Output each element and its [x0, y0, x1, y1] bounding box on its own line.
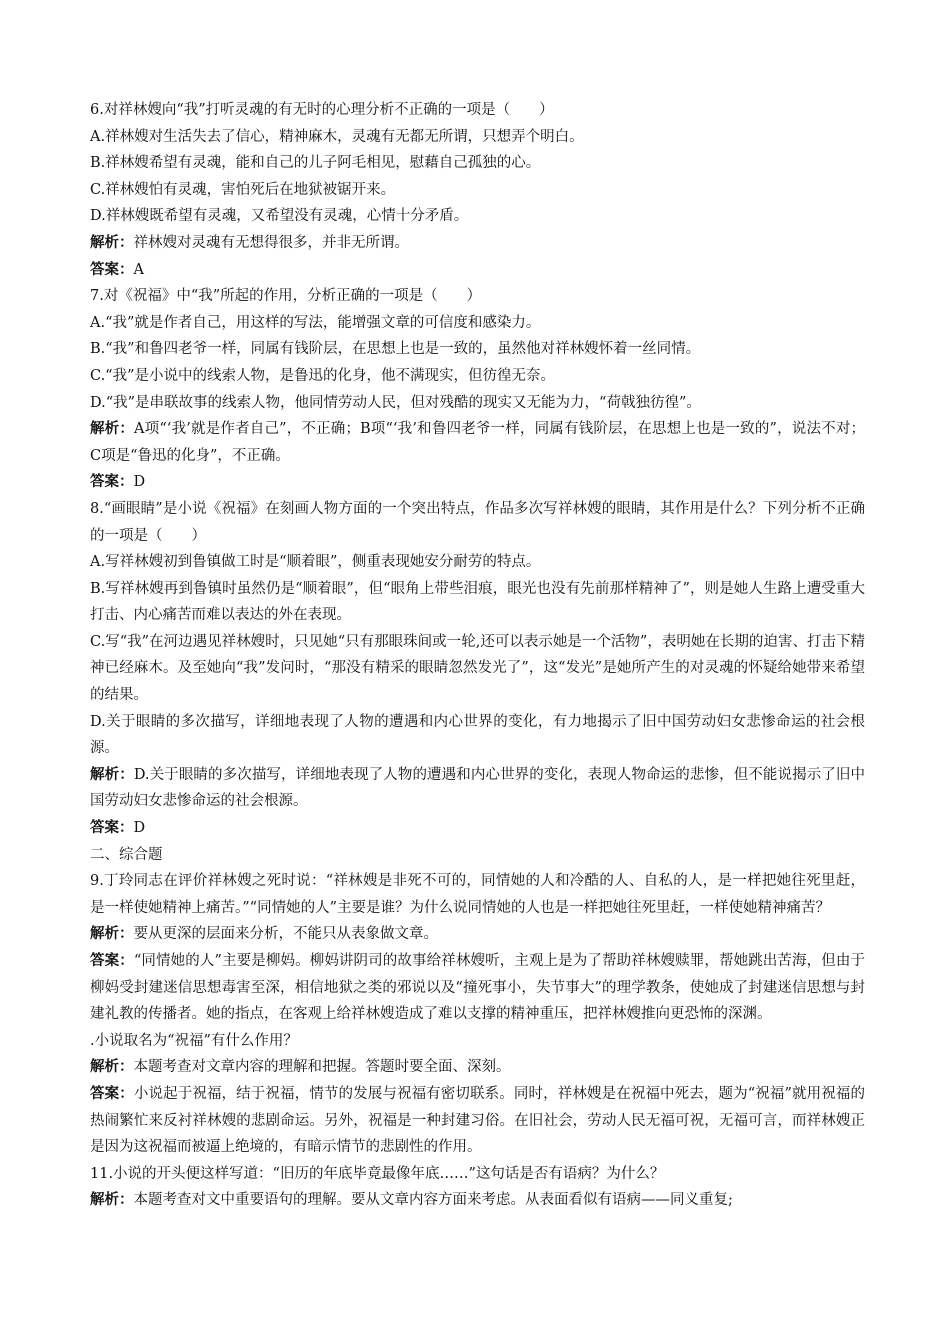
q10-answer-text: 小说起于祝福，结于祝福，情节的发展与祝福有密切联系。同时，祥林嫂是在祝福中死去，题为“祝福”就用祝福的热闹繁忙来反衬祥林嫂的悲剧命运。另外，祝福是一种封建习俗。在旧社会，劳动人民无福可祝，无福可言，而祥林嫂正是因为这祝福而被逼上绝境的，有暗示情节的悲剧性的作用。: [90, 1085, 866, 1156]
q11-analysis: [90, 1187, 865, 1214]
q6-answer: [90, 257, 865, 284]
q7-option-b: B.“我”和鲁四老爷一样，同属有钱阶层，在思想上也是一致的，虽然他对祥林嫂怀着一丝同情。: [90, 341, 701, 358]
q10-analysis: [90, 1054, 865, 1081]
q10-answer: [90, 1081, 865, 1161]
q8-option-b: B.写祥林嫂再到鲁镇时虽然仍是“顺着眼”，但“眼角上带些泪痕，眼光也没有先前那样精神了”，则是她人生路上遭受重大打击、内心痛苦而难以表达的外在表现。: [90, 580, 865, 624]
q8-analysis-text: D.关于眼睛的多次描写，详细地表现了人物的遭遇和内心世界的变化，表现人物命运的悲惨，但不能说揭示了旧中国劳动妇女悲惨命运的社会根源。: [90, 766, 866, 810]
q7-stem: 7.对《祝福》中“我”所起的作用，分析正确的一项是（ ）: [90, 288, 482, 305]
q6-option-c: C.祥林嫂怕有灵魂，害怕死后在地狱被锯开来。: [90, 181, 396, 198]
q6-analysis-text: 祥林嫂对灵魂有无想得很多，并非无所谓。: [133, 234, 409, 251]
answer-label: 答案：: [90, 820, 134, 837]
answer-label: 答案：: [90, 1085, 134, 1102]
q7-answer-text: D: [133, 474, 146, 491]
answer-label: 答案：: [90, 953, 134, 969]
q6-option-b: B.祥林嫂希望有灵魂，能和自己的儿子阿毛相见，慰藉自己孤独的心。: [90, 155, 541, 172]
analysis-label: 解析：: [90, 1059, 134, 1076]
analysis-label: 解析：: [90, 926, 134, 943]
answer-label: 答案：: [90, 474, 134, 491]
q9-analysis: [90, 921, 865, 948]
q7-option-c: C.“我”是小说中的线索人物，是鲁迅的化身，他不满现实，但彷徨无奈。: [90, 367, 556, 384]
document-page: [90, 97, 865, 1214]
q6-option-a: A.祥林嫂对生活失去了信心，精神麻木，灵魂有无都无所谓，只想弄个明白。: [90, 128, 584, 145]
q7-answer: [90, 469, 865, 496]
q6-answer-text: A: [133, 261, 144, 278]
q8-stem: 8.“画眼睛”是小说《祝福》在刻画人物方面的一个突出特点，作品多次写祥林嫂的眼睛，其作用是什么？下列分析不正确的一项是（ ）: [90, 500, 865, 544]
q8-analysis: [90, 762, 865, 815]
q9-stem: 9.丁玲同志在评价祥林嫂之死时说：“祥林嫂是非死不可的，同情她的人和冷酷的人、自私的人，是一样把她往死里赶，是一样使她精神上痛苦。”“同情她的人”主要是谁？为什么说同情她的人也是一样把她往死里赶，一样使她精神痛苦？: [90, 873, 865, 916]
q8-option-a: A.写祥林嫂初到鲁镇做工时是“顺着眼”，侧重表现她安分耐劳的特点。: [90, 554, 541, 571]
q8-answer: [90, 815, 865, 842]
q8-answer-text: D: [133, 820, 146, 837]
analysis-label: 解析：: [90, 234, 134, 251]
q7-option-a: A.“我”就是作者自己，用这样的写法，能增强文章的可信度和感染力。: [90, 314, 541, 331]
q10-analysis-text: 本题考查对文章内容的理解和把握。答题时要全面、深刻。: [133, 1059, 511, 1076]
q6-analysis: [90, 230, 865, 257]
answer-label: 答案：: [90, 261, 134, 278]
q9-analysis-text: 要从更深的层面来分析，不能只从表象做文章。: [133, 926, 438, 943]
q8-option-d: D.关于眼睛的多次描写，详细地表现了人物的遭遇和内心世界的变化，有力地揭示了旧中国劳动妇女悲惨命运的社会根源。: [90, 713, 865, 757]
analysis-label: 解析：: [90, 766, 134, 783]
q10-stem: .小说取名为“祝福”有什么作用？: [90, 1032, 298, 1049]
q9-answer: [90, 948, 865, 1028]
q7-option-d: D.“我”是串联故事的线索人物，他同情劳动人民，但对残酷的现实又无能为力，“荷戟独彷徨”。: [90, 394, 701, 411]
analysis-label: 解析：: [90, 1192, 134, 1209]
q11-analysis-text: 本题考查对文中重要语句的理解。要从文章内容方面来考虑。从表面看似有语病——同义重复;: [133, 1192, 733, 1209]
q11-stem: 11.小说的开头便这样写道：“旧历的年底毕竟最像年底……”这句话是否有语病？为什么？: [90, 1165, 665, 1182]
q6-stem: 6.对祥林嫂向“我”打听灵魂的有无时的心理分析不正确的一项是（ ）: [90, 102, 554, 118]
q7-analysis: [90, 416, 865, 469]
section-heading: 二、综合题: [90, 846, 163, 863]
q9-answer-text: “同情她的人”主要是柳妈。柳妈讲阴司的故事给祥林嫂听，主观上是为了帮助祥林嫂赎罪，帮她跳出苦海，但由于柳妈受封建迷信思想毒害至深，相信地狱之类的邪说以及“撞死事小，失节事大”的理学教条，使她成了封建迷信思想与封建礼教的传播者。她的指点，在客观上给祥林嫂造成了难以支撑的精神重压，把祥林嫂推向更恐怖的深渊。: [90, 953, 866, 1023]
q6-option-d: D.祥林嫂既希望有灵魂，又希望没有灵魂，心情十分矛盾。: [90, 208, 469, 225]
q8-option-c: C.写“我”在河边遇见祥林嫂时，只见她“只有那眼珠间或一轮,还可以表示她是一个活物”，表明她在长期的迫害、打击下精神已经麻木。及至她向“我”发问时，“那没有精采的眼睛忽然发光了”，这“发光”是她所产生的对灵魂的怀疑给她带来希望的结果。: [90, 633, 865, 704]
analysis-label: 解析：: [90, 421, 135, 438]
q7-analysis-text: A项“‘我’就是作者自己”，不正确；B项“‘我’和鲁四老爷一样，同属有钱阶层，在思想上也是一致的”，说法不对；C项是“鲁迅的化身”，不正确。: [90, 421, 865, 464]
